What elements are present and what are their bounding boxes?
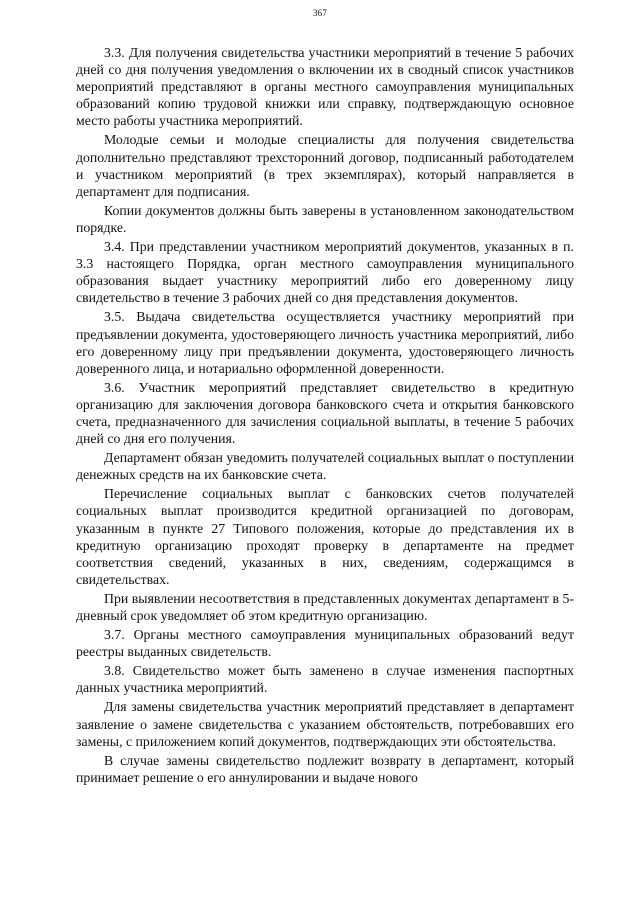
page-number: 367	[312, 8, 328, 18]
paragraph-discrepancy: При выявлении несоответствия в представленных документах департамент в 5-дневный срок уведомляет об этом кредитную организацию.	[76, 590, 574, 623]
paragraph-3-8: 3.8. Свидетельство может быть заменено в случае изменения паспортных данных участника мероприятий.	[76, 663, 574, 696]
paragraph-transfer-payments: Перечисление социальных выплат с банковских счетов получателей социальных выплат производится кредитной организацией по договорам, указанным в пункте 27 Типового положения, которые до представления их в кредитную организацию проходят проверку в департаменте на предмет соответствия сведений, указанных в них, сведениям, содержащимся в свидетельствах.	[76, 486, 574, 587]
paragraph-copies-certified: Копии документов должны быть заверены в установленном законодательством порядке.	[76, 202, 574, 235]
paragraph-3-4: 3.4. При представлении участником мероприятий документов, указанных в п. 3.3 настоящего Порядка, орган местного самоуправления муниципального образования выдает участнику мероприятий либо его доверенному лицу свидетельство в течение 3 рабочих дней со дня представления документов.	[76, 239, 574, 306]
paragraph-replacement-request: Для замены свидетельства участник мероприятий представляет в департамент заявление о замене свидетельства с указанием обстоятельств, потребовавших его замены, с приложением копий документов, подтверждающих эти обстоятельства.	[76, 699, 574, 749]
paragraph-3-7: 3.7. Органы местного самоуправления муниципальных образований ведут реестры выданных свидетельств.	[76, 627, 574, 660]
document-body	[76, 44, 574, 788]
paragraph-young-families: Молодые семьи и молодые специалисты для получения свидетельства дополнительно представляют трехсторонний договор, подписанный работодателем и участником мероприятий (в трех экземплярах), который направляется в департамент для подписания.	[76, 132, 574, 199]
paragraph-replacement-return: В случае замены свидетельство подлежит возврату в департамент, который принимает решение о его аннулировании и выдаче нового	[76, 752, 574, 785]
paragraph-3-6: 3.6. Участник мероприятий представляет свидетельство в кредитную организацию для заключения договора банковского счета и открытия банковского счета, предназначенного для зачисления социальной выплаты, в течение 5 рабочих дней со дня его получения.	[76, 379, 574, 447]
paragraph-department-notify: Департамент обязан уведомить получателей социальных выплат о поступлении денежных средств на их банковские счета.	[76, 450, 574, 483]
paragraph-3-5: 3.5. Выдача свидетельства осуществляется участнику мероприятий при предъявлении документа, удостоверяющего личность участника мероприятий, либо его доверенному лицу при предъявлении документа, удостоверяющего личность доверенного лица, и нотариально оформленной доверенности.	[76, 309, 574, 376]
paragraph-3-3: 3.3. Для получения свидетельства участники мероприятий в течение 5 рабочих дней со дня получения уведомления о включении их в сводный список участников мероприятий представляют в органы местного самоуправления муниципальных образований копию трудовой книжки или справку, подтверждающую основное место работы участника мероприятий.	[76, 45, 574, 129]
